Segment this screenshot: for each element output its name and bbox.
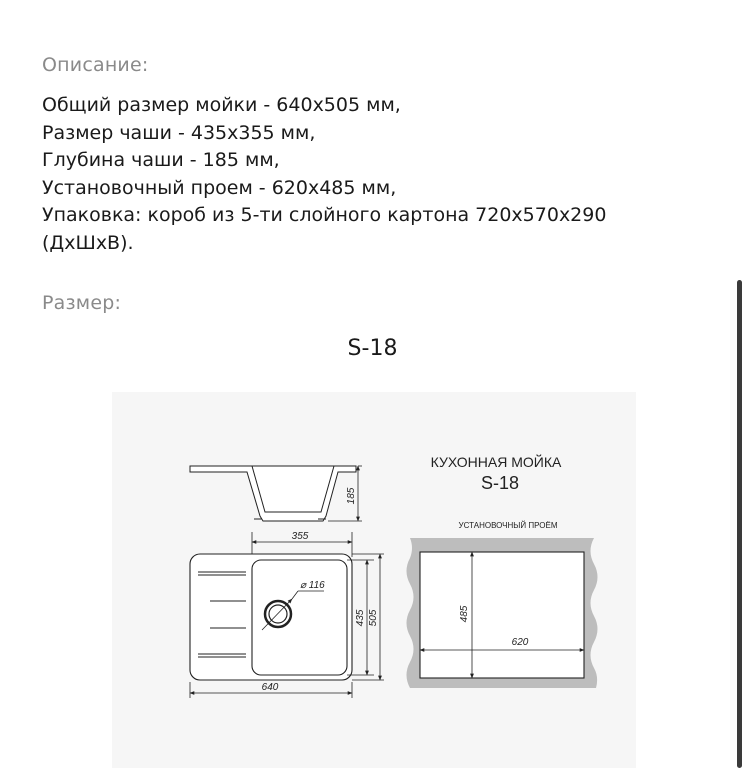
size-label: Размер:: [42, 292, 122, 314]
description-line: Упаковка: короб из 5-ти слойного картона 720x570x290: [42, 204, 607, 226]
cutout-label: УСТАНОВОЧНЫЙ ПРОЁМ: [458, 521, 558, 530]
drawing-header-title: КУХОННАЯ МОЙКА: [430, 454, 562, 470]
bowl-length-label: 435: [355, 609, 366, 627]
cutout-height-label: 485: [459, 605, 470, 623]
description-line: Глубина чаши - 185 мм,: [42, 149, 280, 171]
total-width-label: 640: [261, 682, 279, 693]
depth-dimension-label: 185: [346, 487, 357, 505]
total-length-label: 505: [368, 609, 379, 627]
countertop-cutout: [407, 538, 598, 688]
sink-profile: [190, 466, 356, 521]
description-line: Установочный проем - 620x485 мм,: [42, 176, 397, 199]
description-text: [42, 92, 692, 257]
description-label: Описание:: [42, 54, 149, 76]
technical-drawing: [112, 392, 636, 768]
sink-top-view: [190, 554, 352, 680]
bowl-width-label: 355: [291, 531, 309, 542]
cutout-width-label: 620: [511, 637, 529, 648]
model-title: S-18: [347, 336, 398, 361]
description-line: Размер чаши - 435x355 мм,: [42, 121, 316, 144]
drawing-header-model: S-18: [480, 473, 520, 493]
scrollbar[interactable]: [737, 280, 742, 768]
description-line: Общий размер мойки - 640x505 мм,: [42, 94, 401, 116]
drain-diameter-label: ⌀ 116: [300, 580, 325, 591]
description-line: (ДхШхВ).: [42, 231, 134, 254]
